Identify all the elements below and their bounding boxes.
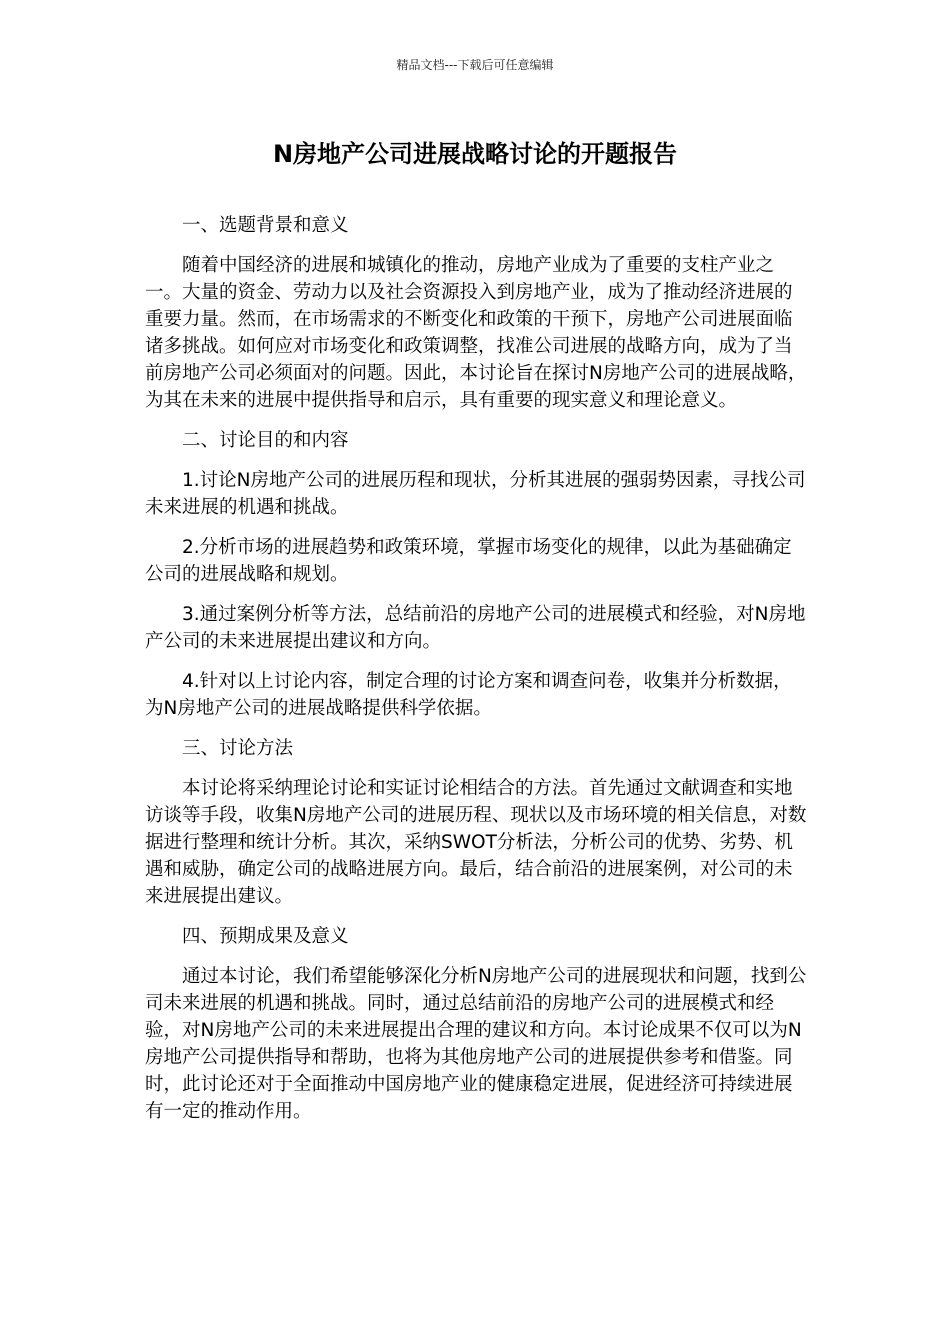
- document-title: N房地产公司进展战略讨论的开题报告: [272, 140, 678, 168]
- paragraph-methods: 本讨论将采纳理论讨论和实证讨论相结合的方法。首先通过文献调查和实地访谈等手段，收集N房地产公司的进展历程、现状以及市场环境的相关信息，对数据进行整理和统计分析。其次，采纳SWOT分析法，分析公司的优势、劣势、机遇和威胁，确定公司的战略进展方向。最后，结合前沿的进展案例，对公司的未来进展提出建议。: [145, 778, 807, 907]
- paragraph-outcomes: 通过本讨论，我们希望能够深化分析N房地产公司的进展现状和问题，找到公司未来进展的机遇和挑战。同时，通过总结前沿的房地产公司的进展模式和经验，对N房地产公司的未来进展提出合理的建议和方向。本讨论成果不仅可以为N房地产公司提供指导和帮助，也将为其他房地产公司的进展提供参考和借鉴。同时，此讨论还对于全面推动中国房地产业的健康稳定进展，促进经济可持续进展有一定的推动作用。: [145, 966, 807, 1122]
- paragraph-objective-2: 2.分析市场的进展趋势和政策环境，掌握市场变化的规律，以此为基础确定公司的进展战略和规划。: [145, 537, 792, 585]
- section-heading-background: 一、选题背景和意义: [182, 215, 349, 236]
- paragraph-objective-4: 4.针对以上讨论内容，制定合理的讨论方案和调查问卷，收集并分析数据，为N房地产公司的进展战略提供科学依据。: [145, 671, 792, 719]
- paragraph-objective-3: 3.通过案例分析等方法，总结前沿的房地产公司的进展模式和经验，对N房地产公司的未来进展提出建议和方向。: [145, 604, 806, 652]
- paragraph-background: 随着中国经济的进展和城镇化的推动，房地产业成为了重要的支柱产业之一。大量的资金、劳动力以及社会资源投入到房地产业，成为了推动经济进展的重要力量。然而，在市场需求的不断变化和政策的干预下，房地产公司进展面临诸多挑战。如何应对市场变化和政策调整，找准公司进展的战略方向，成为了当前房地产公司必须面对的问题。因此，本讨论旨在探讨N房地产公司的进展战略，为其在未来的进展中提供指导和启示，具有重要的现实意义和理论意义。: [145, 255, 807, 411]
- section-heading-objectives: 二、讨论目的和内容: [182, 430, 349, 451]
- document-body: [145, 212, 810, 1138]
- section-heading-methods: 三、讨论方法: [182, 738, 294, 759]
- page-header: 精品文档---下载后可任意编辑: [396, 58, 554, 72]
- paragraph-objective-1: 1.讨论N房地产公司的进展历程和现状，分析其进展的强弱势因素，寻找公司未来进展的机遇和挑战。: [145, 470, 806, 518]
- section-heading-outcomes: 四、预期成果及意义: [182, 926, 349, 947]
